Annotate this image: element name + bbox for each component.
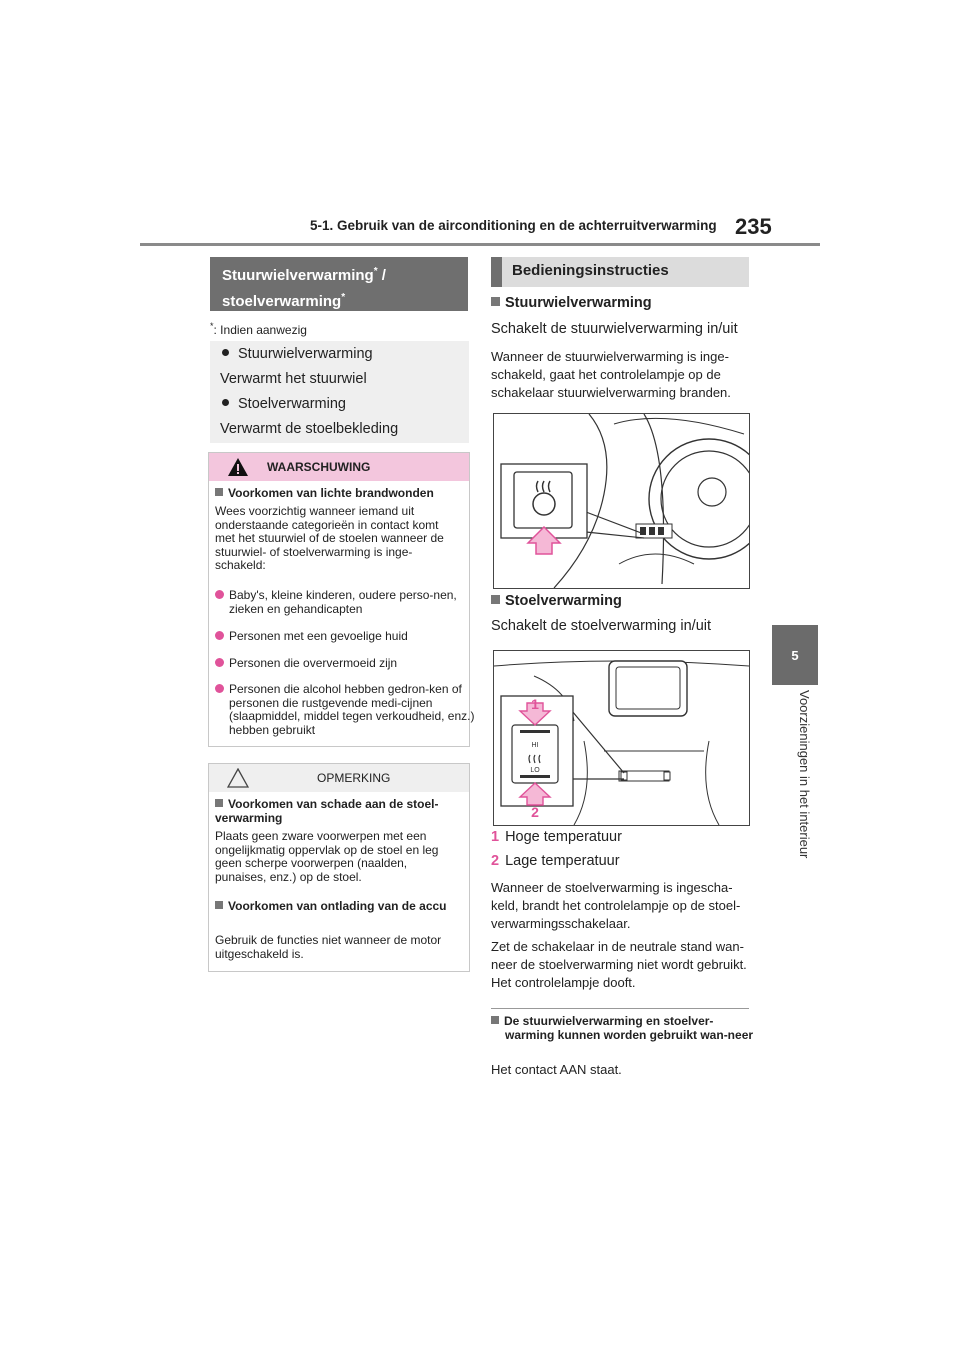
warning-intro: Wees voorzichtig wanneer iemand uit onderstaande categorieën in contact komt met het stuurwiel of de stoelen wanneer de stuurwiel- of stoelverwarming is inge-schakeld: — [215, 504, 444, 572]
notice-title: OPMERKING — [317, 771, 391, 785]
notice-subhead — [215, 798, 467, 825]
seat-lead: Schakelt de stoelverwarming in/uit — [491, 618, 712, 634]
chapter-label: Voorzieningen in het interieur — [797, 690, 812, 859]
caution-triangle-icon — [227, 768, 249, 788]
notice-subhead-text: Voorkomen van schade aan de stoel-verwarming — [215, 797, 439, 825]
footnote-mark: * — [210, 321, 214, 331]
callout-number: 2 — [491, 853, 500, 869]
warning-title: WAARSCHUWING — [267, 460, 371, 474]
warning-item-text: Personen met een gevoelige huid — [229, 629, 408, 643]
steering-heading-text: Stuurwielverwarming — [505, 295, 652, 311]
steering-lead: Schakelt de stuurwielverwarming in/uit — [491, 321, 738, 337]
feature-name-text: Stoelverwarming — [238, 396, 346, 412]
section-heading-instructions — [491, 257, 749, 287]
warning-box — [208, 452, 475, 747]
header-rule — [140, 243, 820, 246]
running-header: 5-1. Gebruik van de airconditioning en de achterruitverwarming — [310, 218, 717, 233]
notice-subhead — [215, 900, 455, 914]
square-bullet-icon — [215, 901, 223, 909]
info-rule — [491, 1008, 749, 1009]
steering-body: Wanneer de stuurwielverwarming is inge-schakeld, gaat het controlelampje op de schakelaar stuurwielverwarming branden. — [491, 349, 731, 400]
chapter-tab: 5 — [772, 625, 818, 685]
lo-label: LO — [530, 767, 540, 774]
pink-bullet-icon — [215, 631, 224, 640]
seat-heading-text: Stoelverwarming — [505, 593, 622, 609]
warning-header — [209, 453, 469, 481]
warning-item — [215, 657, 475, 671]
warning-item — [215, 589, 475, 616]
notice-text: Plaats geen zware voorwerpen met een ongelijkmatig oppervlak op de stoel en leg geen scherpe voorwerpen (naalden, punaises, enz.) op de stoel. — [215, 829, 439, 884]
feature-desc: Verwarmt de stoelbekleding — [220, 421, 399, 437]
section-heading-line1: Stuurwielverwarming — [222, 267, 374, 284]
callout-1: 1 — [531, 696, 539, 712]
square-bullet-icon — [491, 297, 500, 306]
warning-item — [215, 683, 475, 737]
warning-triangle-icon — [227, 457, 249, 477]
page-number: 235 — [735, 214, 772, 239]
callout-text: Hoge temperatuur — [505, 829, 622, 845]
warning-subhead-text: Voorkomen van lichte brandwonden — [228, 486, 434, 500]
footnote-text: : Indien aanwezig — [213, 323, 307, 337]
seat-dashboard-drawing — [494, 651, 749, 825]
asterisk: * — [341, 292, 346, 303]
warning-item-text: Personen die alcohol hebben gedron-ken of personen die rustgevende medi-cijnen (slaapmiddel, middel tegen verkoudheid, enz.) hebben gebruikt — [229, 682, 475, 737]
pink-bullet-icon — [215, 590, 224, 599]
steering-heading — [491, 294, 652, 312]
feature-name — [222, 345, 373, 363]
bullet-icon — [222, 349, 229, 356]
callout-number: 1 — [491, 829, 500, 845]
bullet-icon — [222, 399, 229, 406]
warning-item-text: Personen die oververmoeid zijn — [229, 656, 398, 670]
notice-subhead-text: Voorkomen van ontlading van de accu — [228, 899, 447, 913]
steering-switch-illustration — [493, 413, 750, 589]
hi-label: HI — [531, 742, 539, 749]
warning-subhead — [215, 487, 465, 501]
callout-item — [491, 828, 622, 846]
notice-box — [208, 763, 470, 972]
seat-heading — [491, 592, 622, 610]
info-text: Het contact AAN staat. — [491, 1062, 622, 1077]
footnote — [210, 320, 307, 338]
notice-header — [209, 764, 469, 792]
features-box — [210, 341, 469, 443]
square-bullet-icon — [491, 595, 500, 604]
warning-item — [215, 630, 475, 644]
pink-bullet-icon — [215, 684, 224, 693]
square-bullet-icon — [491, 1016, 499, 1024]
section-heading-heating — [210, 257, 468, 311]
seat-switch-illustration — [493, 650, 750, 826]
section-heading-text: Bedieningsinstructies — [512, 262, 669, 279]
pink-bullet-icon — [215, 658, 224, 667]
info-subhead-text: De stuurwielverwarming en stoelver-warming kunnen worden gebruikt wan-neer — [504, 1014, 754, 1042]
warning-item-text: Baby's, kleine kinderen, oudere perso-nen, zieken en gehandicapten — [229, 588, 457, 616]
callout-text: Lage temperatuur — [505, 853, 620, 869]
square-bullet-icon — [215, 488, 223, 496]
section-heading-line2: stoelverwarming — [222, 293, 342, 310]
info-subhead — [491, 1015, 761, 1042]
feature-name — [222, 395, 346, 413]
steering-dashboard-drawing — [494, 414, 749, 588]
section-separator: / — [377, 267, 386, 284]
notice-text: Gebruik de functies niet wanneer de motor uitgeschakeld is. — [215, 933, 442, 961]
seat-body-1: Wanneer de stoelverwarming is ingescha-keld, brandt het controlelampje op de stoel-verwarmingsschakelaar. — [491, 880, 741, 931]
square-bullet-icon — [215, 799, 223, 807]
feature-name-text: Stuurwielverwarming — [238, 346, 373, 362]
callout-2: 2 — [531, 804, 539, 820]
feature-desc: Verwarmt het stuurwiel — [220, 371, 367, 387]
asterisk: * — [373, 266, 378, 277]
callout-item — [491, 852, 620, 870]
seat-body-2: Zet de schakelaar in de neutrale stand wan-neer de stoelverwarming niet wordt gebruikt. Het controlelampje dooft. — [491, 939, 747, 990]
